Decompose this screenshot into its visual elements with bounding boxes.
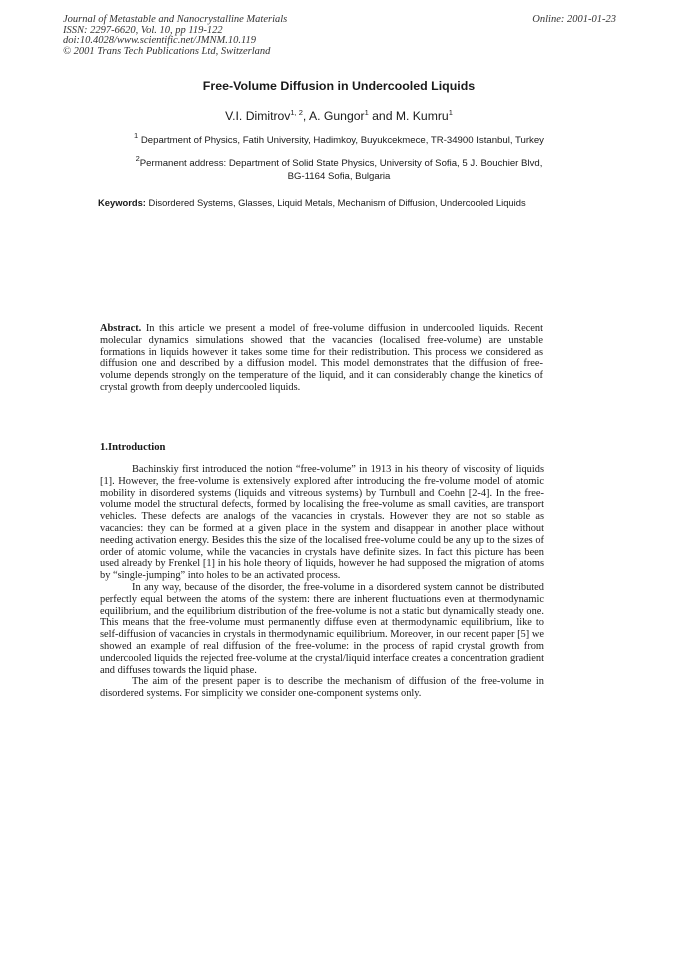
abstract-text: In this article we present a model of free-volume diffusion in undercooled liquids. Recent molecular dynamics simulations showed that the vacancies (localised free-volume) are unstable formations in liquids however it takes some time for their redistribution. This process we considered as diffusion one and described by a diffusion model. This model demonstrates that the diffusion of free-volume depends strongly on the temperature of the liquid, and it can considerably change the kinetics of crystal growth from deeply undercooled liquids. [100,323,543,393]
affiliation-text: Permanent address: Department of Solid State Physics, University of Sofia, 5 J. Bouchier Blvd, [139,158,543,169]
author-affiliation-mark: 1 [364,108,369,117]
author-name: M. Kumru [395,109,449,123]
doi-link[interactable]: doi:10.4028/www.scientific.net/JMNM.10.119 [63,35,256,47]
keywords-block [98,197,548,210]
author-name: V.I. Dimitrov [225,109,291,123]
author-name: A. Gungor [309,109,365,123]
body-paragraph: The aim of the present paper is to describe the mechanism of diffusion of the free-volume in disordered systems. For simplicity we consider one-component systems only. [100,676,544,700]
abstract-label: Abstract. [100,323,142,334]
affiliation-mark: 1 [134,131,139,140]
affiliation-mark: 2 [135,154,140,163]
paper-title: Free-Volume Diffusion in Undercooled Liquids [202,79,476,93]
keywords-label: Keywords: [98,197,146,208]
author-separator: and [368,109,396,123]
affiliation-2 [0,152,678,183]
online-date: Online: 2001-01-23 [532,14,616,25]
body-paragraph: Bachinskiy first introduced the notion “free-volume” in 1913 in his theory of viscosity of liquids [1]. However, the free-volume is extensively explored after introducing the fre-volume model of atomic mobility in disordered systems (liquids and vitreous systems) by Turnbull and Coehn [2-4]. In the free-volume model the structural defects, formed by localising the free-volume as small cavities, are transport vehicles. These defects are analogs of the vacancies in crystals. However they are not so stable as vacancies: they can be formed at a given place in the system and disappear in another place without needing activation energy. Besides this the size of the localised free-volume could be any up to the sizes of order of atomic volume, while the vacancies in crystals have definite sizes. In fact this picture has been used already by Frenkel [1] in his hole theory of liquids, however he had supposed the migration of atoms by “single-jumping” into holes to be an activated process. [100,464,544,582]
affiliation-text-line2: BG-1164 Sofia, Bulgaria [287,171,391,182]
author-list [0,108,678,123]
copyright-line: © 2001 Trans Tech Publications Ltd, Switzerland [63,45,271,57]
keywords-text: Disordered Systems, Glasses, Liquid Metals, Mechanism of Diffusion, Undercooled Liquids [148,197,526,208]
author-affiliation-mark: 1, 2 [290,108,303,117]
author-separator: , [302,109,310,123]
body-paragraph: In any way, because of the disorder, the free-volume in a disordered system cannot be distributed perfectly equal between the atoms of the system: there are inherent fluctuations even at thermodynamic equilibrium, and the equilibrium distribution of the free-volume is not a static but dynamically steady one. This means that the free-volume must permanently diffuse even at thermodynamic equilibrium, like to self-diffusion of vacancies in crystals in thermodynamic equilibrium. Moreover, in our recent paper [5] we showed an example of real diffusion of the free-volume: in the process of rapid crystal growth from undercooled liquids the rejected free-volume at the crystal/liquid interface creates a concentration gradient and diffuses towards the liquid phase. [100,581,544,676]
issn-line: ISSN: 2297-6620, Vol. 10, pp 119-122 [63,24,223,36]
introduction-body [100,464,544,700]
section-heading: 1.Introduction [100,442,166,453]
author-affiliation-mark: 1 [448,108,453,117]
affiliation-1 [0,129,678,147]
affiliation-text: Department of Physics, Fatih University, Hadimkoy, Buyukcekmece, TR-34900 Istanbul, Turkey [140,135,544,146]
journal-header [63,15,287,57]
journal-name: Journal of Metastable and Nanocrystalline Materials [63,14,288,25]
abstract-block [100,323,543,394]
